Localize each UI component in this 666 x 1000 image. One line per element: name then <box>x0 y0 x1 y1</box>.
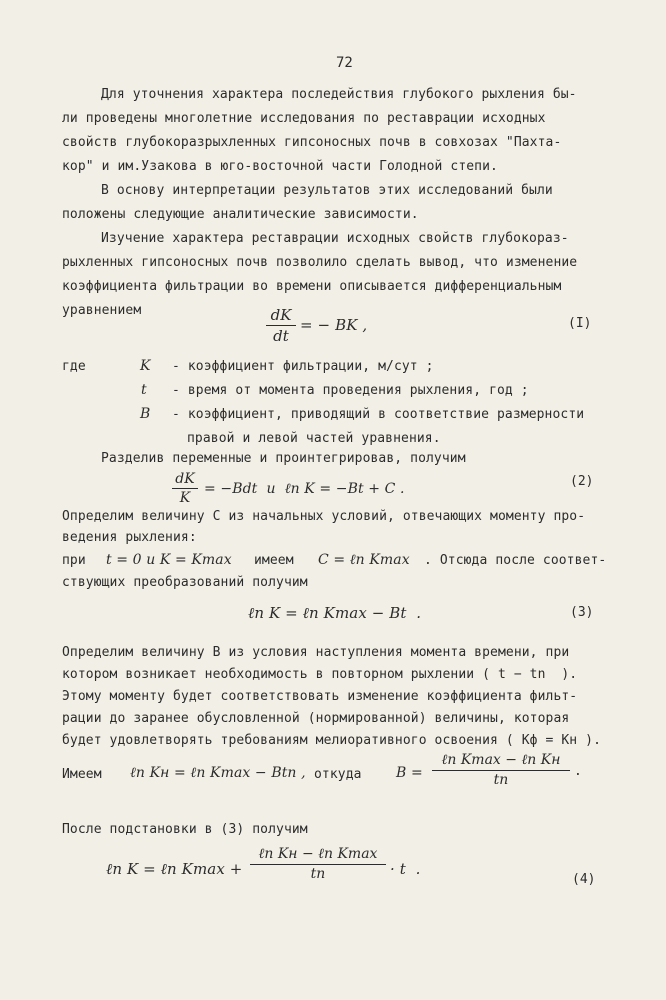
condition-prefix: при <box>62 553 86 568</box>
equation-4-fraction <box>250 846 386 882</box>
paragraph-line: свойств глубокоразрыхленных гипсоносных почв в совхозах "Пахта- <box>62 135 562 150</box>
paragraph-line: Разделив переменные и проинтегрировав, получим <box>101 451 466 466</box>
condition-suffix: . Отсюда после соответ- <box>424 553 607 568</box>
page-number: 72 <box>336 55 353 71</box>
paragraph-line: Определим величину С из начальных условий, отвечающих моменту про- <box>62 509 586 524</box>
equation-3: ℓn K = ℓn Kmax − Bt . <box>248 604 422 622</box>
paragraph-line: Определим величину В из условия наступления момента времени, при <box>62 645 570 660</box>
paragraph-line: ствующих преобразований получим <box>62 575 308 590</box>
where-label: где <box>62 359 86 374</box>
equation-b-lhs: B = <box>396 765 423 781</box>
equation-4-right: · t . <box>390 860 421 878</box>
definition-continuation: правой и левой частей уравнения. <box>187 431 441 446</box>
paragraph-line: кор" и им.Узакова в юго-восточной части Голодной степи. <box>62 159 498 174</box>
paragraph-line: Изучение характера реставрации исходных свойств глубокораз- <box>101 231 569 246</box>
paragraph-line: Для уточнения характера последействия глубокого рыхления бы- <box>101 87 577 102</box>
paragraph-line: уравнением <box>62 303 142 318</box>
equation-1-rhs: = − BK , <box>300 316 368 334</box>
paragraph-line: После подстановки в (3) получим <box>62 822 308 837</box>
paragraph-line: котором возникает необходимость в повторном рыхлении ( t − tn ). <box>62 667 578 682</box>
paragraph-line: ли проведены многолетние исследования по реставрации исходных <box>62 111 546 126</box>
paragraph-line: будет удовлетворять требованиям мелиоративного освоения ( Kф = Kн ). <box>62 733 602 748</box>
definition-text: - коэффициент фильтрации, м/сут ; <box>172 359 434 374</box>
equation-1-label: (I) <box>568 316 592 331</box>
equation-b-lead: Имеем <box>62 767 102 782</box>
equation-2-rhs: = −Bdt и ℓn K = −Bt + C . <box>204 481 405 497</box>
equation-2-denominator: K <box>179 490 191 506</box>
definition-text: - коэффициент, приводящий в соответствие размерности <box>172 407 585 422</box>
equation-4-label: (4) <box>572 872 596 887</box>
condition-have: имеем <box>254 553 294 568</box>
definition-symbol: B <box>140 406 151 422</box>
equation-b-fraction <box>432 752 570 788</box>
equation-1-numerator: dK <box>266 306 296 326</box>
paragraph-line: ведения рыхления: <box>62 530 197 545</box>
equation-1-fraction <box>266 306 296 345</box>
equation-b-denominator: tn <box>493 772 509 788</box>
equation-4-denominator: tn <box>310 866 326 882</box>
condition-result: C = ℓn Kmax <box>318 552 410 568</box>
equation-2-numerator: dK <box>172 471 198 489</box>
paragraph-line: положены следующие аналитические зависимости. <box>62 207 419 222</box>
condition-expression: t = 0 и K = Kmax <box>106 552 232 568</box>
paragraph-line: рыхленных гипсоносных почв позволило сделать вывод, что изменение <box>62 255 578 270</box>
equation-1-denominator: dt <box>273 327 289 345</box>
definition-text: - время от момента проведения рыхления, год ; <box>172 383 529 398</box>
equation-b-whence: откуда <box>314 767 362 782</box>
paragraph-line: коэффициента фильтрации во времени описывается дифференциальным <box>62 279 562 294</box>
paragraph-line: В основу интерпретации результатов этих исследований были <box>101 183 553 198</box>
equation-4-left: ℓn K = ℓn Kmax + <box>106 860 243 878</box>
definition-symbol: t <box>141 382 147 398</box>
definition-symbol: K <box>140 358 151 374</box>
equation-2-label: (2) <box>570 474 594 489</box>
paragraph-line: рации до заранее обусловленной (нормированной) величины, которая <box>62 711 570 726</box>
paragraph-line: Этому моменту будет соответствовать изменение коэффициента фильт- <box>62 689 578 704</box>
equation-b-left: ℓn Kн = ℓn Kmax − Btn , <box>130 765 306 781</box>
equation-2-fraction <box>172 471 198 506</box>
equation-b-numerator: ℓn Kmax − ℓn Kн <box>432 752 570 771</box>
equation-4-numerator: ℓn Kн − ℓn Kmax <box>250 846 386 865</box>
equation-3-label: (3) <box>570 605 594 620</box>
equation-b-tail: . <box>574 764 582 779</box>
